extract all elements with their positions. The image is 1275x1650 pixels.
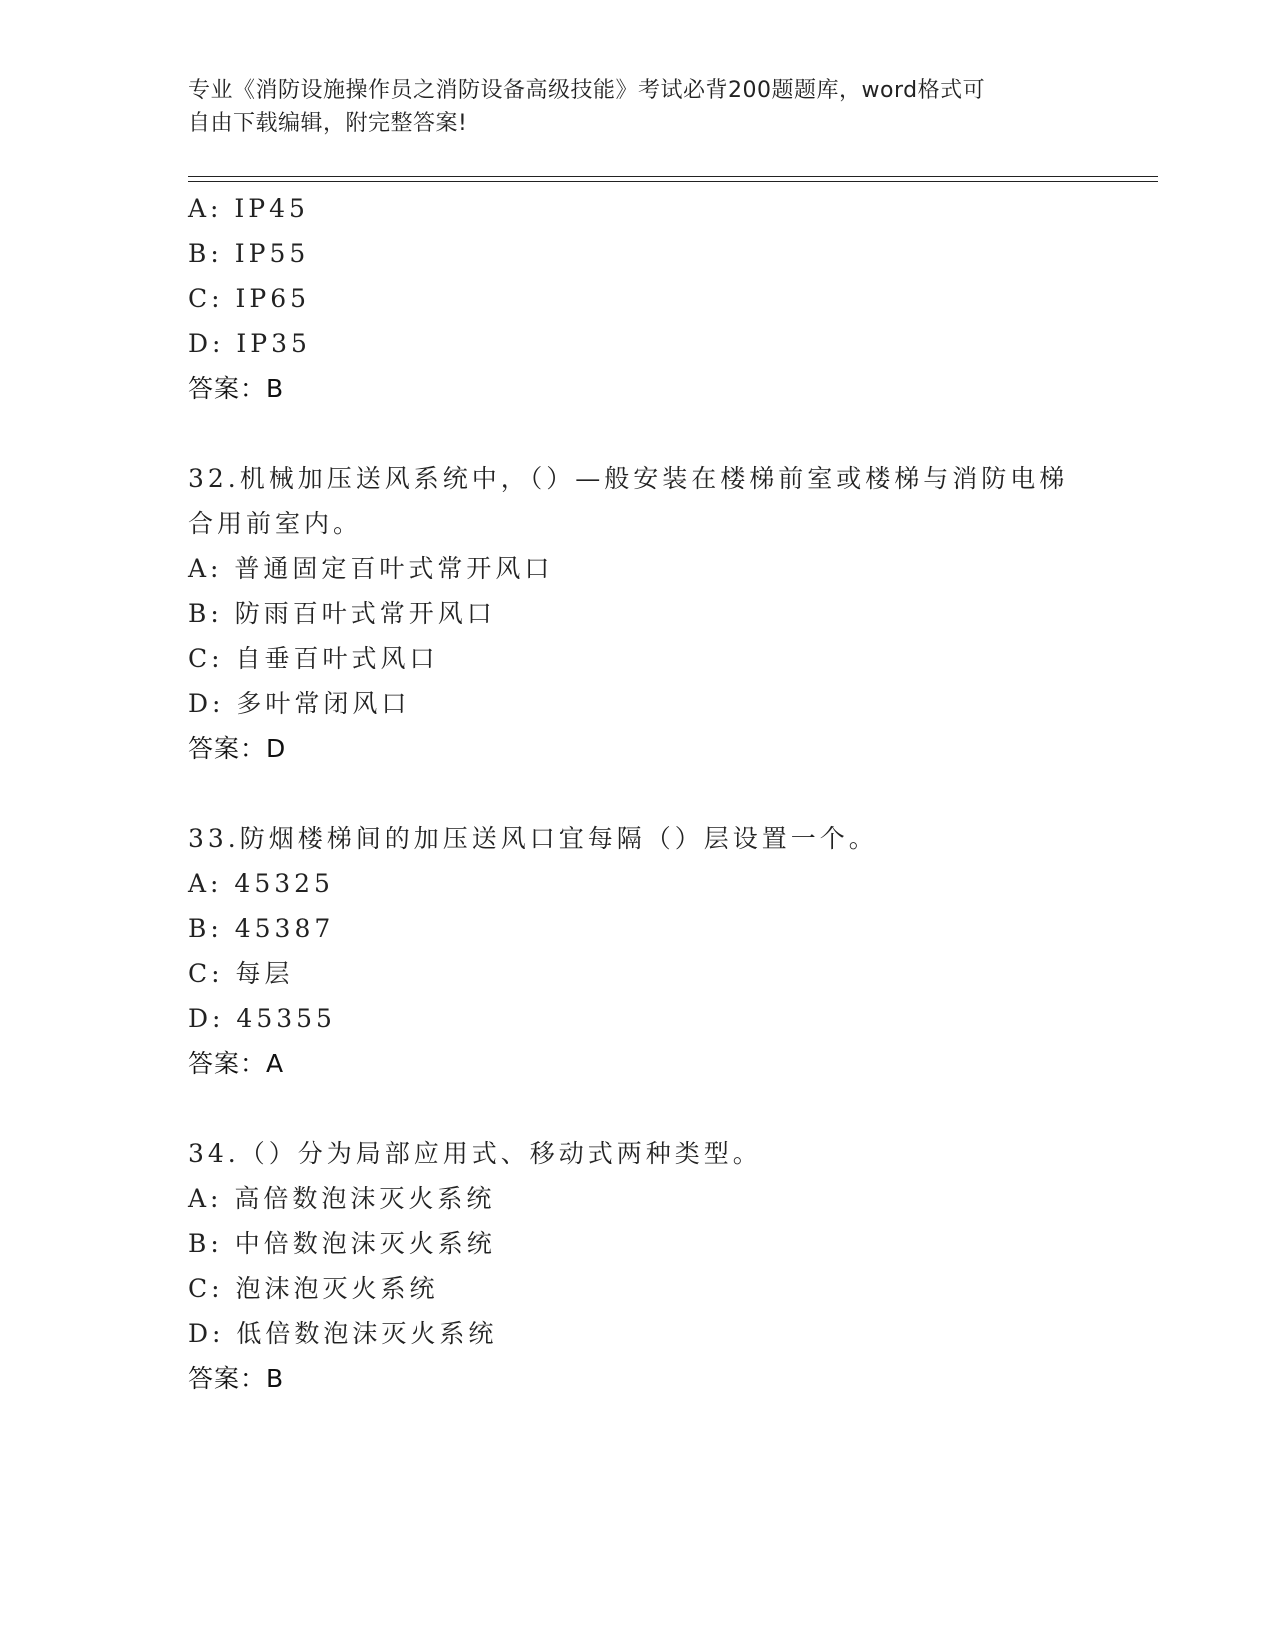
q32-option-c: C: 自垂百叶式风口 <box>188 644 439 673</box>
q33-option-b: B: 45387 <box>188 914 335 943</box>
header-line-1: 专业《消防设施操作员之消防设备高级技能》考试必背200题题库，word格式可 <box>188 78 986 103</box>
q34-stem-line-1: 34.（）分为局部应用式、移动式两种类型。 <box>188 1139 762 1168</box>
q32-option-a: A: 普通固定百叶式常开风口 <box>188 554 554 583</box>
q31-option-d: D: IP35 <box>188 329 311 358</box>
q32-stem-line-1: 32.机械加压送风系统中，（）—般安装在楼梯前室或楼梯与消防电梯 <box>188 464 1069 493</box>
q34-option-b: B: 中倍数泡沫灭火系统 <box>188 1229 496 1258</box>
q31-option-b: B: IP55 <box>188 239 310 268</box>
q31-option-a: A: IP45 <box>188 194 309 223</box>
q34-option-a: A: 高倍数泡沫灭火系统 <box>188 1184 496 1213</box>
q33-option-d: D: 45355 <box>188 1004 336 1033</box>
q32-stem-line-2: 合用前室内。 <box>188 509 363 538</box>
q31-answer: 答案：B <box>188 374 285 403</box>
q31-option-c: C: IP65 <box>188 284 311 313</box>
q33-option-c: C: 每层 <box>188 959 294 988</box>
header-divider-top <box>188 176 1158 177</box>
document-header <box>188 74 1088 140</box>
q32-option-d: D: 多叶常闭风口 <box>188 689 411 718</box>
q32-answer: 答案：D <box>188 734 287 763</box>
q33-answer: 答案：A <box>188 1049 285 1078</box>
q34-option-c: C: 泡沫泡灭火系统 <box>188 1274 439 1303</box>
q34-option-d: D: 低倍数泡沫灭火系统 <box>188 1319 498 1348</box>
header-line-2: 自由下载编辑，附完整答案! <box>188 111 468 136</box>
q34-answer: 答案：B <box>188 1364 285 1393</box>
q33-stem-line-1: 33.防烟楼梯间的加压送风口宜每隔（）层设置一个。 <box>188 824 878 853</box>
q32-option-b: B: 防雨百叶式常开风口 <box>188 599 496 628</box>
q33-option-a: A: 45325 <box>188 869 334 898</box>
header-divider-bottom <box>188 181 1158 182</box>
